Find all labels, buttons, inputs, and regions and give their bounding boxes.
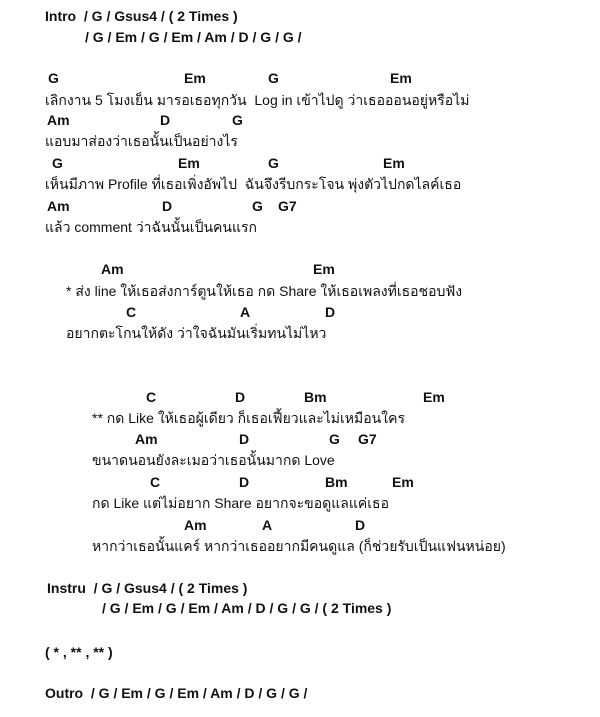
chord: A xyxy=(240,304,251,320)
instru-line: Instru / G / Gsus4 / ( 2 Times ) xyxy=(47,580,248,596)
chord: G xyxy=(48,70,59,86)
outro-line: Outro / G / Em / G / Em / Am / D / G / G / xyxy=(45,685,308,701)
lyric-line: ** กด Like ให้เธอผู้เดียว ก็เธอเฟี้ยวและไม่เหมือนใคร xyxy=(92,410,405,426)
chord: C xyxy=(146,389,157,405)
chord: G xyxy=(268,70,279,86)
chord: D xyxy=(355,517,366,533)
chord: Em xyxy=(423,389,445,405)
intro-progression: / G / Em / G / Em / Am / D / G / G / xyxy=(85,29,302,45)
chord: D xyxy=(160,112,171,128)
chord: A xyxy=(262,517,273,533)
chord: Am xyxy=(47,198,70,214)
repeat-marker: ( * , ** , ** ) xyxy=(45,644,113,660)
chord: Em xyxy=(178,155,200,171)
chord: G xyxy=(232,112,243,128)
lyric-line: แล้ว comment ว่าฉันนั้นเป็นคนแรก xyxy=(45,219,257,235)
instru-progression: / G / Em / G / Em / Am / D / G / G / ( 2 Times ) xyxy=(102,600,392,616)
lyric-line: ขนาดนอนยังละเมอว่าเธอนั้นมากด Love xyxy=(92,452,335,468)
chord: Am xyxy=(184,517,207,533)
chord: Bm xyxy=(325,474,348,490)
chord: Em xyxy=(383,155,405,171)
chord: D xyxy=(239,431,250,447)
chord: G xyxy=(252,198,263,214)
lyric-line: หากว่าเธอนั้นแคร์ หากว่าเธออยากมีคนดูแล (ก็ช่วยรับเป็นแฟนหน่อย) xyxy=(92,538,506,554)
lyric-line: กด Like แต่ไม่อยาก Share อยากจะขอดูแลแค่เธอ xyxy=(92,495,389,511)
chord: Am xyxy=(47,112,70,128)
chord: Am xyxy=(135,431,158,447)
chord: Em xyxy=(390,70,412,86)
lyric-line: * ส่ง line ให้เธอส่งการ์ตูนให้เธอ กด Share ให้เธอเพลงที่เธอชอบฟัง xyxy=(66,283,463,299)
chord: C xyxy=(150,474,161,490)
chord: D xyxy=(162,198,173,214)
intro-line: Intro / G / Gsus4 / ( 2 Times ) xyxy=(45,8,238,24)
lyric-line: เห็นมีภาพ Profile ที่เธอเพิ่งอัพไป ฉันจึงรีบกระโจน พุ่งตัวไปกดไลค์เธอ xyxy=(45,176,462,192)
chord: G xyxy=(268,155,279,171)
lyric-line: อยากตะโกนให้ดัง ว่าใจฉันมันเริ่มทนไม่ไหว xyxy=(66,325,327,341)
lyric-line: แอบมาส่องว่าเธอนั้นเป็นอย่างไร xyxy=(45,133,238,149)
chord: C xyxy=(126,304,137,320)
chord: Bm xyxy=(304,389,327,405)
chord: D xyxy=(325,304,336,320)
chord: Am xyxy=(101,261,124,277)
chord: G xyxy=(329,431,340,447)
chord: D xyxy=(235,389,246,405)
chord: D xyxy=(239,474,250,490)
lyric-line: เลิกงาน 5 โมงเย็น มารอเธอทุกวัน Log in เข้าไปดู ว่าเธอออนอยู่หรือไม่ xyxy=(45,92,470,108)
chord: Em xyxy=(392,474,414,490)
chord: G7 xyxy=(358,431,377,447)
chord: G xyxy=(52,155,63,171)
chord: G7 xyxy=(278,198,297,214)
chord: Em xyxy=(184,70,206,86)
chord: Em xyxy=(313,261,335,277)
